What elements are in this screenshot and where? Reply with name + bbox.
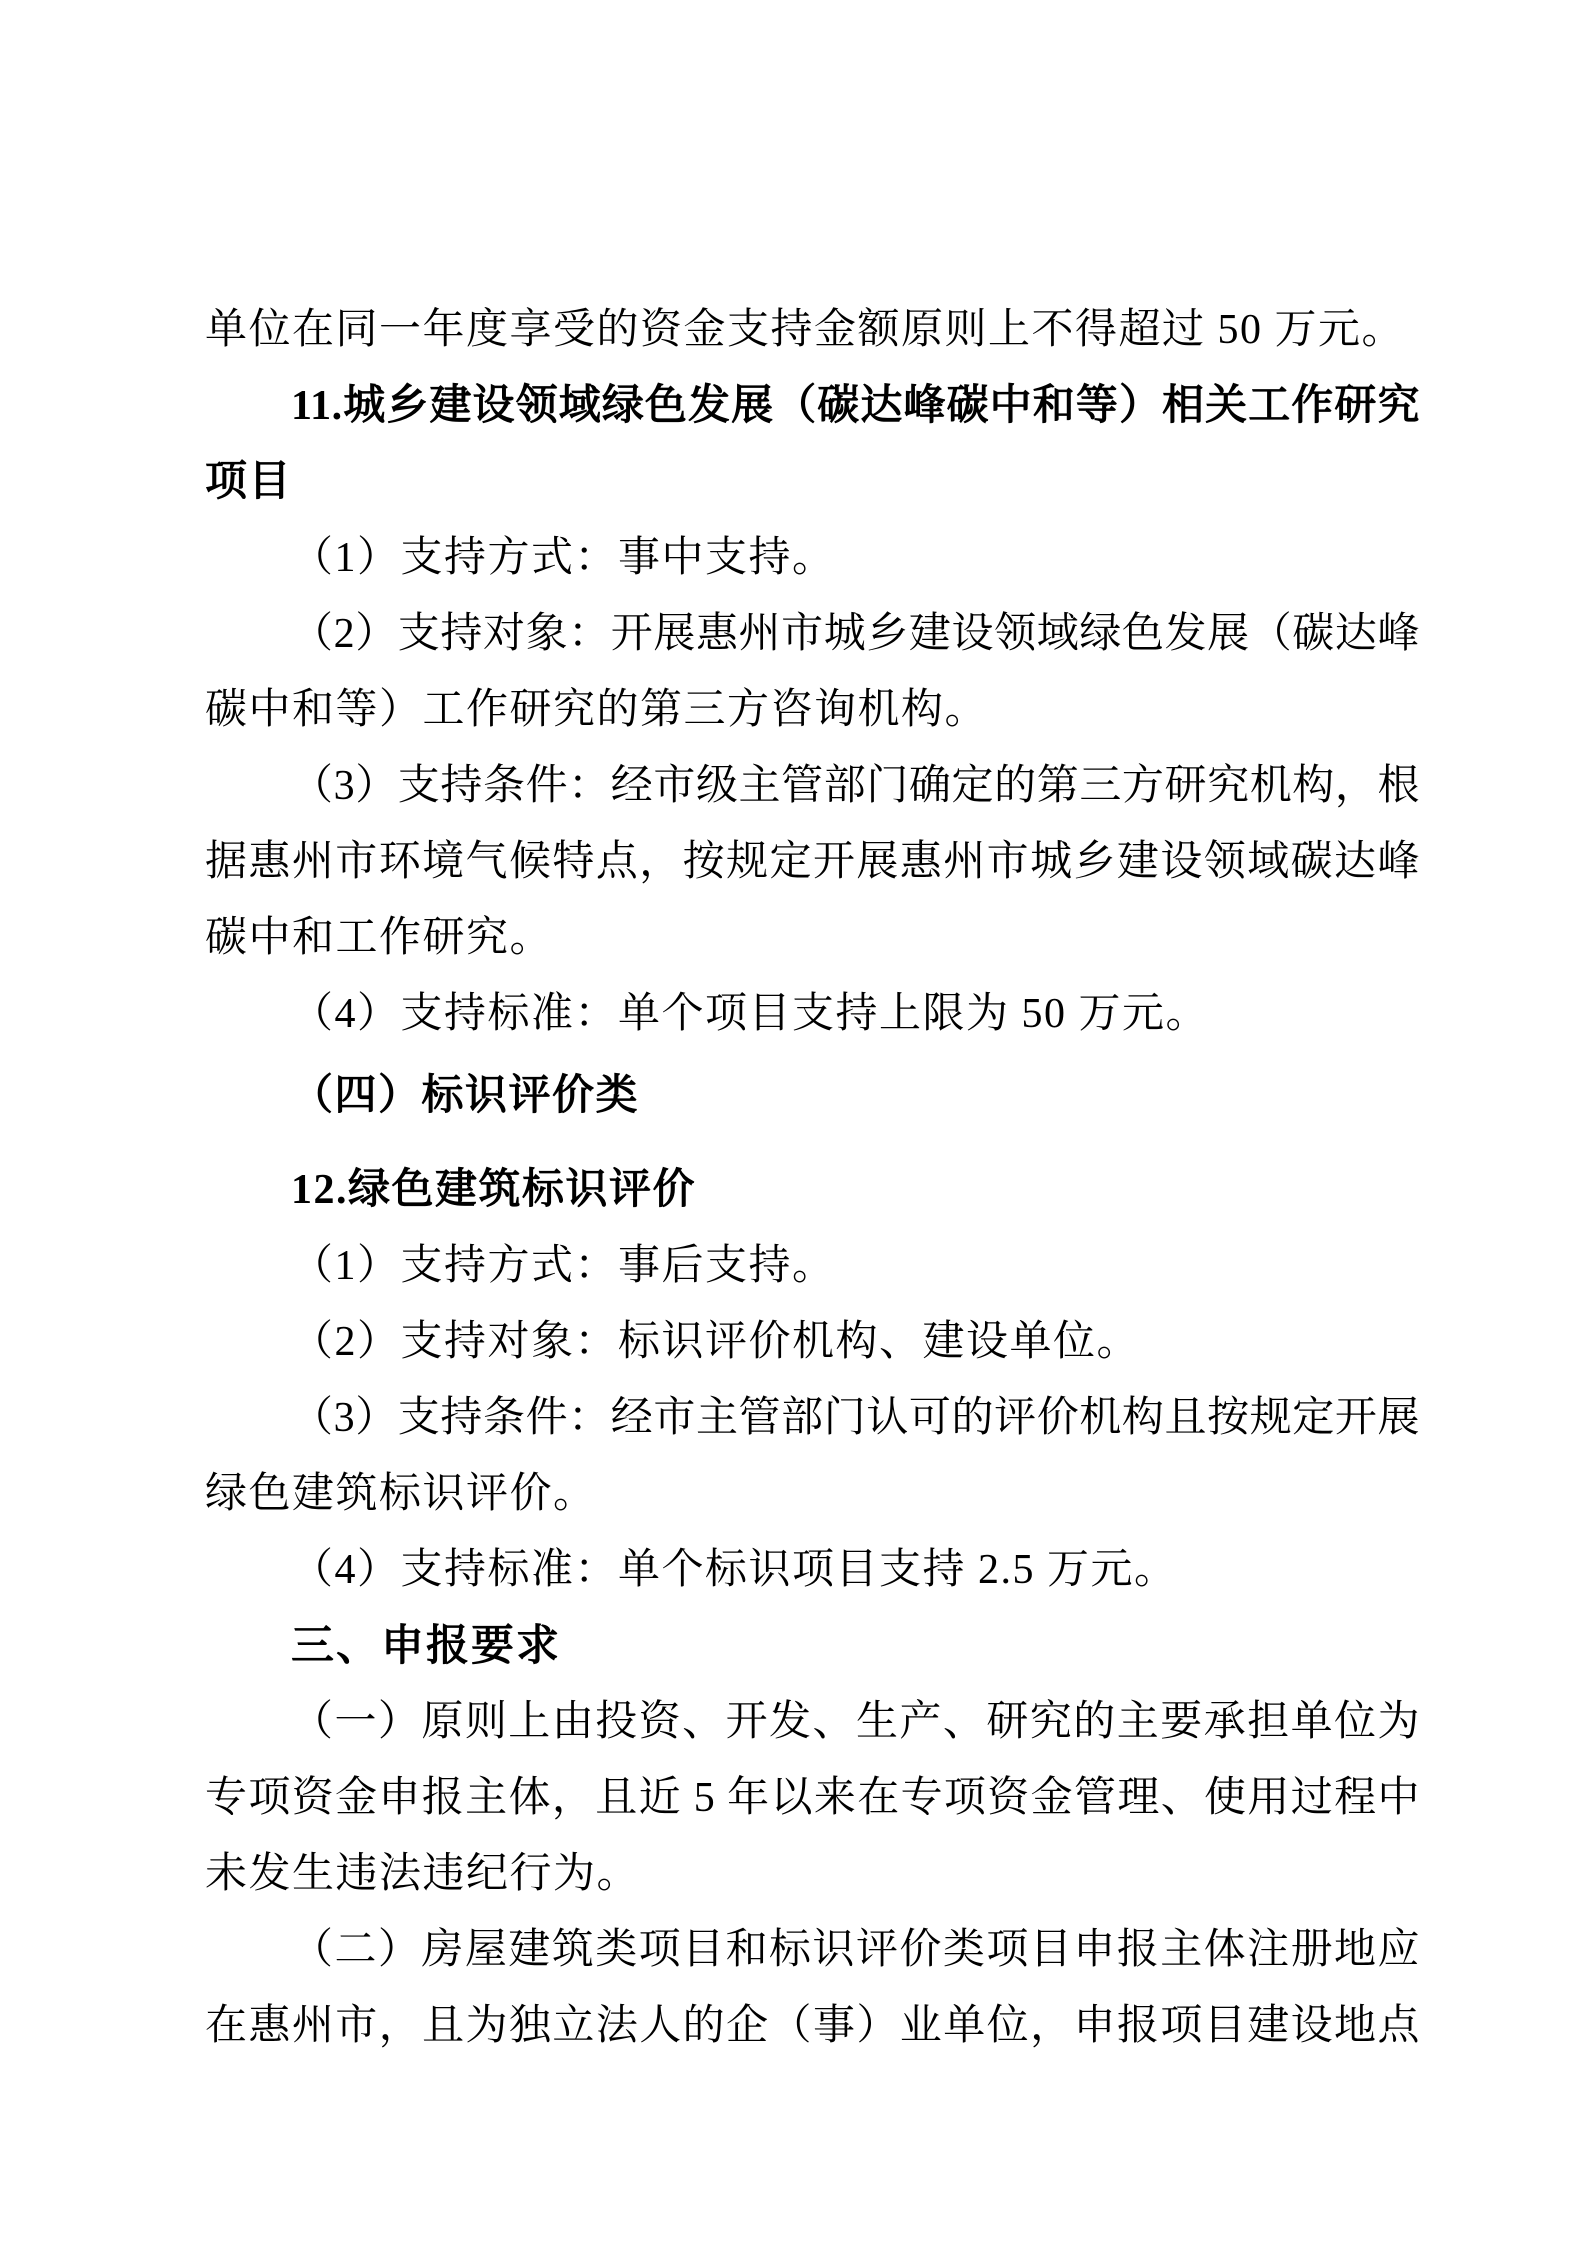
body-text-line: 专项资金申报主体，且近 5 年以来在专项资金管理、使用过程中 xyxy=(205,1775,1420,1821)
body-text-line: 单位在同一年度享受的资金支持金额原则上不得超过 50 万元。 xyxy=(205,307,1406,353)
body-text-line: （1）支持方式：事后支持。 xyxy=(291,1243,836,1289)
body-text-line: （4）支持标准：单个项目支持上限为 50 万元。 xyxy=(291,991,1210,1037)
body-text-line: （二）房屋建筑类项目和标识评价类项目申报主体注册地应 xyxy=(291,1927,1420,1973)
body-text-line: （3）支持条件：经市级主管部门确定的第三方研究机构，根 xyxy=(291,763,1420,809)
document-text-block xyxy=(205,292,1420,2064)
body-text-line: 在惠州市，且为独立法人的企（事）业单位，申报项目建设地点 xyxy=(205,2003,1420,2049)
body-text-line: （2）支持对象：标识评价机构、建设单位。 xyxy=(291,1319,1141,1365)
body-text-line: 碳中和等）工作研究的第三方咨询机构。 xyxy=(205,687,989,733)
body-text-line: 碳中和工作研究。 xyxy=(205,915,554,961)
item-heading-line: 11.城乡建设领域绿色发展（碳达峰碳中和等）相关工作研究 xyxy=(291,383,1420,429)
body-text-line: 绿色建筑标识评价。 xyxy=(205,1471,597,1517)
chapter-heading-line: 三、申报要求 xyxy=(291,1622,561,1670)
item-heading-line: 项目 xyxy=(205,459,293,505)
item-heading-line: 12.绿色建筑标识评价 xyxy=(291,1167,697,1213)
body-text-line: （一）原则上由投资、开发、生产、研究的主要承担单位为 xyxy=(291,1699,1420,1745)
body-text-line: （4）支持标准：单个标识项目支持 2.5 万元。 xyxy=(291,1547,1178,1593)
body-text-line: （3）支持条件：经市主管部门认可的评价机构且按规定开展 xyxy=(291,1395,1420,1441)
section-heading-line: （四）标识评价类 xyxy=(291,1073,640,1119)
body-text-line: （2）支持对象：开展惠州市城乡建设领域绿色发展（碳达峰 xyxy=(291,611,1420,657)
body-text-line: 未发生违法违纪行为。 xyxy=(205,1851,641,1897)
body-text-line: 据惠州市环境气候特点，按规定开展惠州市城乡建设领域碳达峰 xyxy=(205,839,1420,885)
body-text-line: （1）支持方式：事中支持。 xyxy=(291,535,836,581)
